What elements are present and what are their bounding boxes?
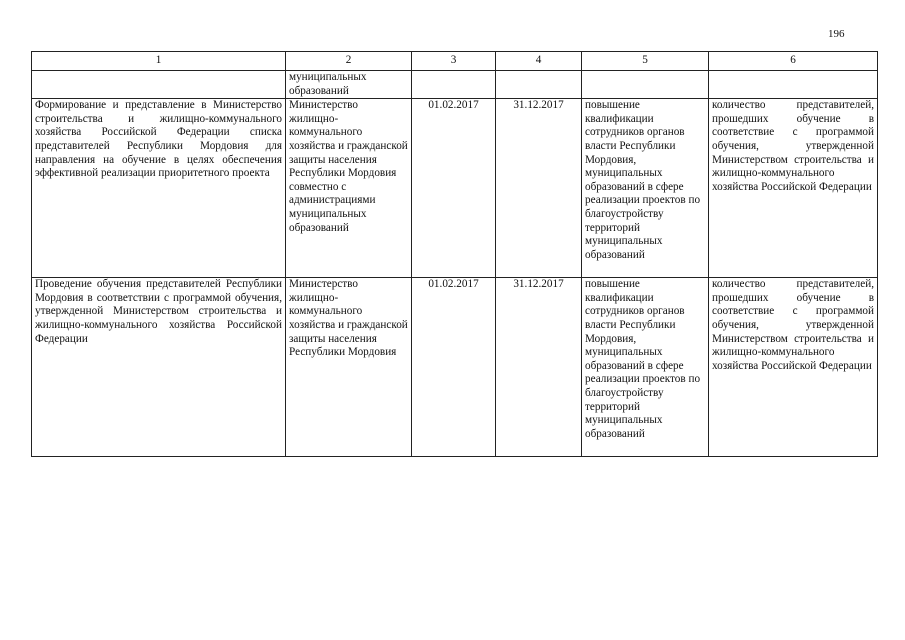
cell-start-date: 01.02.2017 [412,278,496,457]
cell-responsible: Министерство жилищно-коммунального хозяйства и гражданской защиты населения Республики Мордовия [286,278,412,457]
cell-start-date: 01.02.2017 [412,99,496,278]
cell-empty [496,71,582,99]
table-row-continuation [32,71,878,99]
header-cell-4: 4 [496,52,582,71]
cell-responsible: Министерство жилищно-коммунального хозяйства и гражданской защиты населения Республики Мордовия совместно с администрациями муниципальных образований [286,99,412,278]
table-row [32,99,878,278]
header-cell-2: 2 [286,52,412,71]
cell-responsible: муниципальных образований [286,71,412,99]
table-header-row [32,52,878,71]
plan-table [31,51,878,457]
cell-end-date: 31.12.2017 [496,99,582,278]
cell-activity: Проведение обучения представителей Республики Мордовия в соответствии с программой обучения, утвержденной Министерством строительства и жилищно-коммунального хозяйства Российской Федерации [32,278,286,457]
cell-indicator: количество представителей, прошедших обучение в соответствие с программой обучения, утвержденной Министерством строительства и жилищно-коммунального хозяйства Российской Федерации [709,278,878,457]
cell-empty [582,71,709,99]
cell-indicator: количество представителей, прошедших обучение в соответствие с программой обучения, утвержденной Министерством строительства и жилищно-коммунального хозяйства Российской Федерации [709,99,878,278]
cell-empty [709,71,878,99]
cell-expected-result: повышение квалификации сотрудников органов власти Республики Мордовия, муниципальных образований в сфере реализации проектов по благоустройству территорий муниципальных образований [582,278,709,457]
header-cell-3: 3 [412,52,496,71]
page-number: 196 [828,28,845,40]
header-cell-5: 5 [582,52,709,71]
cell-end-date: 31.12.2017 [496,278,582,457]
cell-empty [32,71,286,99]
cell-expected-result: повышение квалификации сотрудников органов власти Республики Мордовия, муниципальных образований в сфере реализации проектов по благоустройству территорий муниципальных образований [582,99,709,278]
header-cell-6: 6 [709,52,878,71]
table-row [32,278,878,457]
cell-empty [412,71,496,99]
header-cell-1: 1 [32,52,286,71]
cell-activity: Формирование и представление в Министерство строительства и жилищно-коммунального хозяйства Российской Федерации списка представителей Республики Мордовия для направления на обучение в целях обеспечения эффективной реализации приоритетного проекта [32,99,286,278]
